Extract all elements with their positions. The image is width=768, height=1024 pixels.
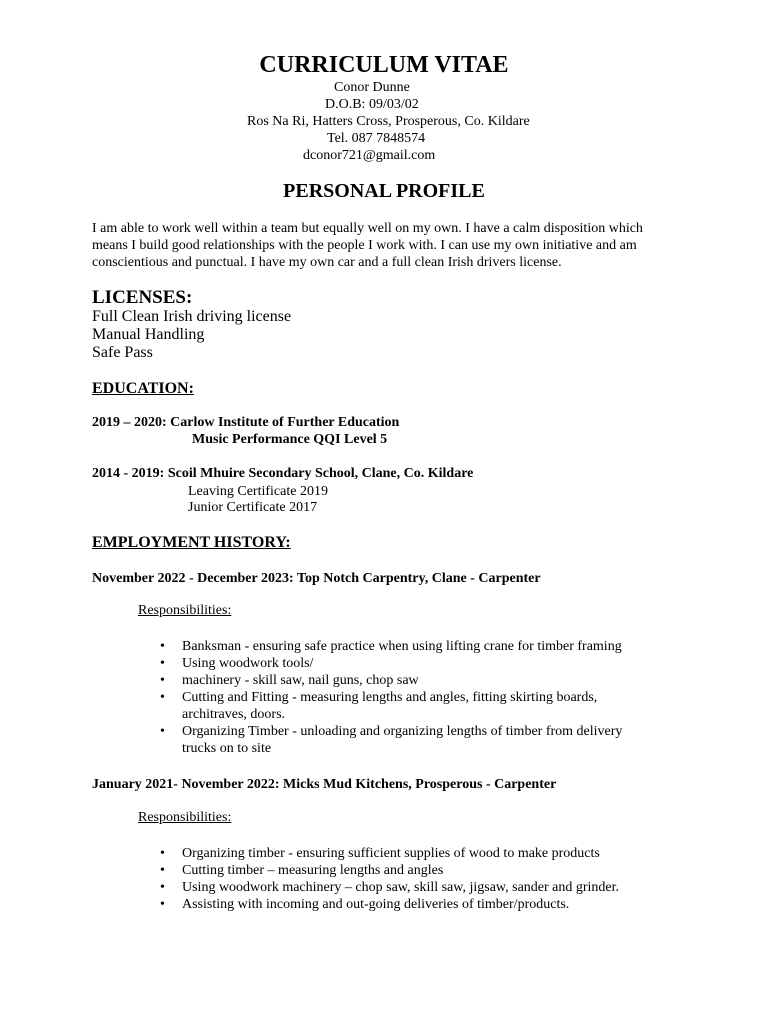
bullet-text: Cutting and Fitting - measuring lengths and angles, fitting skirting boards, — [182, 690, 598, 705]
profile-line: I am able to work well within a team but equally well on my own. I have a calm disposition which — [92, 221, 643, 236]
education-entry-heading: 2019 – 2020: Carlow Institute of Further Education — [92, 415, 400, 430]
personal-profile-text — [92, 220, 732, 271]
list-item — [160, 862, 720, 879]
bullet-text-continued: trucks on to site — [182, 741, 272, 756]
list-item — [160, 723, 720, 757]
list-item — [160, 845, 720, 862]
bullet-icon: • — [160, 863, 165, 878]
bullet-icon: • — [160, 724, 165, 739]
bullet-text: Using woodwork tools/ — [182, 656, 314, 671]
licenses-heading: LICENSES: — [92, 287, 193, 308]
education-entry-detail: Junior Certificate 2017 — [188, 500, 318, 515]
bullet-text: Organizing Timber - unloading and organizing lengths of timber from delivery — [182, 724, 623, 739]
job-heading: November 2022 - December 2023: Top Notch Carpentry, Clane - Carpenter — [92, 571, 541, 586]
personal-profile-heading: PERSONAL PROFILE — [283, 180, 485, 202]
list-item — [160, 655, 720, 672]
employment-heading: EMPLOYMENT HISTORY: — [92, 534, 291, 551]
responsibilities-label: Responsibilities: — [138, 603, 232, 618]
bullet-icon: • — [160, 897, 165, 912]
list-item — [160, 896, 720, 913]
candidate-name: Conor Dunne — [334, 80, 410, 95]
job-heading: January 2021- November 2022: Micks Mud Kitchens, Prosperous - Carpenter — [92, 777, 557, 792]
list-item — [160, 689, 720, 723]
bullet-text: Organizing timber - ensuring sufficient supplies of wood to make products — [182, 846, 600, 861]
education-entry-detail: Music Performance QQI Level 5 — [192, 432, 388, 447]
bullet-icon: • — [160, 690, 165, 705]
education-entry-detail: Leaving Certificate 2019 — [188, 484, 328, 499]
bullet-icon: • — [160, 880, 165, 895]
cv-title: CURRICULUM VITAE — [259, 52, 509, 78]
license-item: Safe Pass — [92, 344, 153, 361]
bullet-text: Assisting with incoming and out-going deliveries of timber/products. — [182, 897, 570, 912]
phone: Tel. 087 7848574 — [327, 131, 426, 146]
bullet-icon: • — [160, 639, 165, 654]
responsibilities-label: Responsibilities: — [138, 810, 232, 825]
list-item — [160, 638, 720, 655]
education-heading: EDUCATION: — [92, 380, 194, 397]
bullet-icon: • — [160, 673, 165, 688]
bullet-text: Banksman - ensuring safe practice when using lifting crane for timber framing — [182, 639, 622, 654]
bullet-text: Cutting timber – measuring lengths and angles — [182, 863, 444, 878]
license-item: Manual Handling — [92, 326, 205, 343]
email: dconor721@gmail.com — [303, 148, 436, 163]
license-item: Full Clean Irish driving license — [92, 308, 292, 325]
date-of-birth: D.O.B: 09/03/02 — [325, 97, 419, 112]
bullet-text: machinery - skill saw, nail guns, chop saw — [182, 673, 419, 688]
bullet-icon: • — [160, 656, 165, 671]
list-item — [160, 672, 720, 689]
profile-line: means I build good relationships with the people I work with. I can use my own initiative and am — [92, 238, 637, 253]
job-responsibilities-list — [160, 638, 720, 757]
address: Ros Na Ri, Hatters Cross, Prosperous, Co. Kildare — [247, 114, 530, 129]
bullet-text-continued: architraves, doors. — [182, 707, 286, 722]
profile-line: conscientious and punctual. I have my own car and a full clean Irish drivers license. — [92, 255, 562, 270]
list-item — [160, 879, 720, 896]
education-entry-heading: 2014 - 2019: Scoil Mhuire Secondary School, Clane, Co. Kildare — [92, 466, 474, 481]
job-responsibilities-list — [160, 845, 720, 913]
bullet-text: Using woodwork machinery – chop saw, skill saw, jigsaw, sander and grinder. — [182, 880, 620, 895]
bullet-icon: • — [160, 846, 165, 861]
